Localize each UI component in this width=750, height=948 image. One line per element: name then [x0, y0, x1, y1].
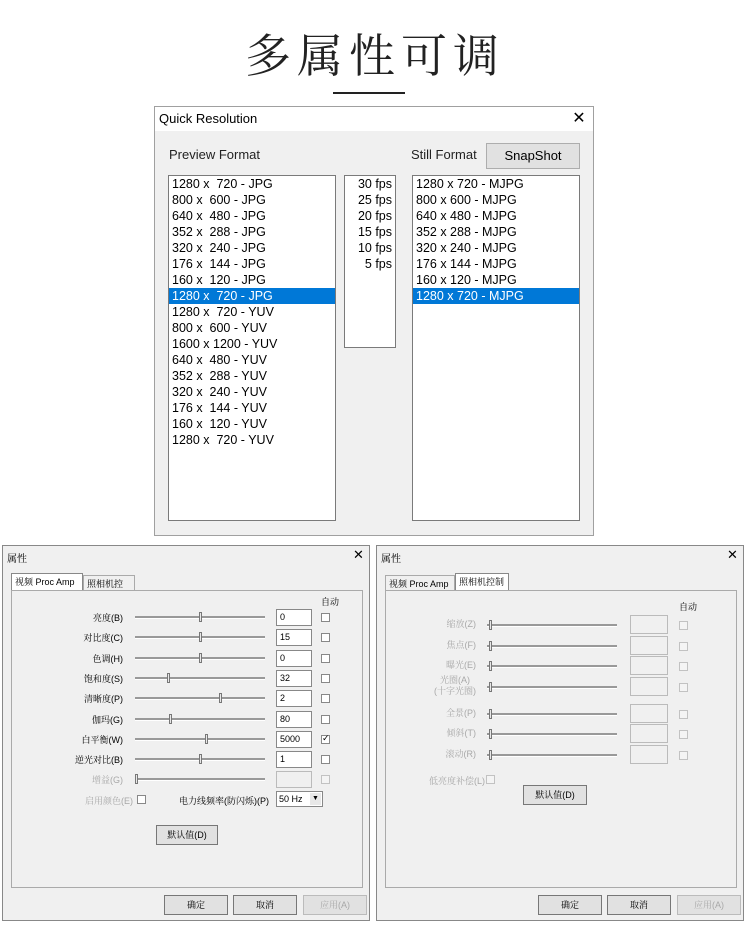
color-enable-checkbox[interactable]: [137, 795, 146, 804]
list-item[interactable]: 160 x 120 - JPG: [172, 273, 266, 287]
slider-label: 焦点(F): [446, 640, 476, 650]
list-item[interactable]: 320 x 240 - JPG: [172, 241, 266, 255]
slider-track[interactable]: [135, 697, 265, 700]
auto-checkbox[interactable]: [321, 674, 330, 683]
auto-column-label: 自动: [321, 597, 340, 607]
slider-thumb[interactable]: [135, 774, 138, 784]
slider-label: 饱和度(S): [84, 673, 123, 684]
value-field[interactable]: 0: [276, 650, 312, 667]
window-title: Quick Resolution: [159, 111, 258, 126]
list-item[interactable]: 640 x 480 - JPG: [172, 209, 266, 223]
low-light-compensation-checkbox[interactable]: [486, 775, 495, 784]
slider-thumb[interactable]: [199, 632, 202, 642]
value-field: [276, 771, 312, 788]
slider-track[interactable]: [135, 677, 265, 680]
slider-label: 全景(P): [446, 708, 476, 718]
value-field[interactable]: 32: [276, 670, 312, 687]
headline-underline: [333, 92, 405, 94]
frame-rate-list[interactable]: [344, 175, 396, 348]
auto-checkbox[interactable]: [679, 751, 688, 760]
value-field[interactable]: 80: [276, 711, 312, 728]
list-item[interactable]: 176 x 144 - MJPG: [416, 257, 517, 271]
value-field: [630, 656, 668, 675]
auto-checkbox[interactable]: [679, 642, 688, 651]
slider-thumb[interactable]: [199, 612, 202, 622]
slider-label: 增益(G): [92, 775, 123, 786]
value-field: [630, 704, 668, 723]
slider-track[interactable]: [487, 686, 617, 689]
tab-proc-amp[interactable]: 视频 Proc Amp: [385, 575, 455, 590]
list-item[interactable]: 320 x 240 - YUV: [172, 385, 267, 399]
default-button[interactable]: 默认值(D): [156, 825, 218, 845]
preview-format-label: Preview Format: [169, 147, 261, 162]
slider-thumb[interactable]: [489, 661, 492, 671]
camera-control-properties-dialog: [376, 545, 744, 921]
list-item[interactable]: 1280 x 720 - MJPG: [416, 177, 524, 191]
auto-checkbox[interactable]: [321, 694, 330, 703]
preview-format-list[interactable]: [168, 175, 336, 521]
list-item[interactable]: 352 x 288 - MJPG: [416, 225, 517, 239]
window-titlebar: [155, 107, 593, 131]
still-format-list[interactable]: [412, 175, 580, 521]
list-item[interactable]: 176 x 144 - JPG: [172, 257, 266, 271]
close-icon[interactable]: ✕: [572, 108, 586, 127]
chevron-down-icon: ▼: [310, 793, 321, 805]
slider-thumb[interactable]: [489, 709, 492, 719]
slider-label: 对比度(C): [83, 633, 123, 644]
slider-thumb[interactable]: [167, 673, 170, 683]
close-icon[interactable]: ✕: [727, 548, 738, 563]
slider-thumb[interactable]: [489, 729, 492, 739]
default-button[interactable]: 默认值(D): [523, 785, 587, 805]
powerline-frequency-label: 电力线频率(防闪烁)(P): [179, 796, 269, 806]
slider-label: 色调(H): [92, 653, 123, 664]
list-item[interactable]: 30 fps: [357, 177, 392, 191]
list-item[interactable]: 5 fps: [364, 257, 392, 271]
value-field: [630, 677, 668, 696]
list-item[interactable]: 800 x 600 - YUV: [172, 321, 267, 335]
auto-checkbox[interactable]: [679, 662, 688, 671]
powerline-frequency-select[interactable]: [276, 791, 323, 807]
auto-checkbox[interactable]: [321, 613, 330, 622]
list-item[interactable]: 20 fps: [357, 209, 392, 223]
value-field: [630, 745, 668, 764]
apply-button[interactable]: 应用(A): [677, 895, 741, 915]
slider-label: 曝光(E): [446, 660, 476, 670]
list-item[interactable]: 320 x 240 - MJPG: [416, 241, 517, 255]
snapshot-button[interactable]: SnapShot: [486, 143, 580, 169]
slider-label: 光圈(A) (十字光圈): [434, 675, 476, 696]
list-item[interactable]: 352 x 288 - YUV: [172, 369, 267, 383]
quick-resolution-window: [154, 106, 594, 536]
proc-amp-properties-dialog: [2, 545, 370, 921]
slider-thumb[interactable]: [205, 734, 208, 744]
slider-label: 滚动(R): [445, 749, 476, 759]
value-field[interactable]: 15: [276, 629, 312, 646]
list-item[interactable]: 1280 x 720 - JPG: [169, 288, 335, 304]
page-headline: 多属性可调: [245, 29, 505, 83]
value-field: [630, 636, 668, 655]
list-item[interactable]: 1280 x 720 - JPG: [172, 177, 273, 191]
proc-amp-rows: [3, 546, 371, 922]
cancel-button[interactable]: 取消: [233, 895, 297, 915]
slider-thumb[interactable]: [219, 693, 222, 703]
auto-checkbox[interactable]: [321, 633, 330, 642]
slider-label: 逆光对比(B): [75, 755, 123, 766]
slider-track[interactable]: [135, 738, 265, 741]
value-field[interactable]: 5000: [276, 731, 312, 748]
slider-thumb[interactable]: [489, 620, 492, 630]
value-field[interactable]: 1: [276, 751, 312, 768]
list-item[interactable]: 10 fps: [357, 241, 392, 255]
list-item[interactable]: 1280 x 720 - MJPG: [413, 288, 579, 304]
dialog-title: 属性: [381, 554, 401, 565]
list-item[interactable]: 1280 x 720 - YUV: [172, 305, 274, 319]
list-item[interactable]: 640 x 480 - MJPG: [416, 209, 517, 223]
auto-checkbox[interactable]: [679, 683, 688, 692]
slider-track[interactable]: [487, 624, 617, 627]
slider-label: 亮度(B): [93, 613, 123, 623]
slider-thumb[interactable]: [199, 754, 202, 764]
slider-label: 白平衡(W): [81, 734, 123, 745]
slider-thumb[interactable]: [199, 653, 202, 663]
slider-thumb[interactable]: [489, 750, 492, 760]
tab-camera-control[interactable]: 照相机控: [83, 575, 135, 590]
still-format-label: Still Format: [411, 147, 477, 162]
list-item[interactable]: 176 x 144 - YUV: [172, 401, 267, 415]
list-item[interactable]: 352 x 288 - JPG: [172, 225, 266, 239]
list-item[interactable]: 15 fps: [357, 225, 392, 239]
close-icon[interactable]: ✕: [353, 548, 364, 563]
powerline-frequency-value: 50 Hz: [279, 794, 303, 804]
auto-checkbox[interactable]: [321, 775, 330, 784]
list-item[interactable]: 1600 x 1200 - YUV: [172, 337, 278, 351]
auto-checkbox[interactable]: ✓: [322, 733, 330, 744]
slider-label: 伽玛(G): [92, 714, 123, 725]
auto-checkbox[interactable]: [679, 621, 688, 630]
slider-thumb[interactable]: [489, 641, 492, 651]
list-item[interactable]: 25 fps: [357, 193, 392, 207]
slider-label: 清晰度(P): [84, 694, 123, 705]
slider-track[interactable]: [487, 665, 617, 668]
slider-track[interactable]: [487, 645, 617, 648]
color-enable-label: 启用颜色(E): [85, 796, 133, 806]
ok-button[interactable]: 确定: [164, 895, 228, 915]
tab-camera-control[interactable]: 照相机控制: [455, 573, 509, 590]
slider-track[interactable]: [135, 718, 265, 721]
list-item[interactable]: 1280 x 720 - YUV: [172, 433, 274, 447]
list-item[interactable]: 640 x 480 - YUV: [172, 353, 267, 367]
cancel-button[interactable]: 取消: [607, 895, 671, 915]
slider-label: 倾斜(T): [446, 728, 476, 738]
auto-checkbox[interactable]: [321, 715, 330, 724]
auto-checkbox[interactable]: [679, 710, 688, 719]
camera-control-rows: [377, 546, 745, 922]
apply-button[interactable]: 应用(A): [303, 895, 367, 915]
slider-track[interactable]: [487, 733, 617, 736]
slider-track[interactable]: [487, 713, 617, 716]
slider-track[interactable]: [135, 778, 265, 781]
value-field[interactable]: 2: [276, 690, 312, 707]
value-field[interactable]: 0: [276, 609, 312, 626]
list-item[interactable]: 800 x 600 - JPG: [172, 193, 266, 207]
slider-thumb[interactable]: [169, 714, 172, 724]
dialog-title: 属性: [7, 554, 27, 565]
auto-checkbox[interactable]: [321, 755, 330, 764]
slider-thumb[interactable]: [489, 682, 492, 692]
auto-checkbox[interactable]: [321, 654, 330, 663]
list-item[interactable]: 160 x 120 - YUV: [172, 417, 267, 431]
auto-column-label: 自动: [679, 602, 698, 612]
auto-checkbox[interactable]: [679, 730, 688, 739]
tab-proc-amp[interactable]: 视频 Proc Amp: [11, 573, 83, 590]
value-field: [630, 724, 668, 743]
low-light-compensation-label: 低亮度补偿(L): [429, 776, 485, 786]
list-item[interactable]: 160 x 120 - MJPG: [416, 273, 517, 287]
value-field: [630, 615, 668, 634]
list-item[interactable]: 800 x 600 - MJPG: [416, 193, 517, 207]
slider-label: 缩放(Z): [446, 619, 476, 629]
slider-track[interactable]: [487, 754, 617, 757]
ok-button[interactable]: 确定: [538, 895, 602, 915]
